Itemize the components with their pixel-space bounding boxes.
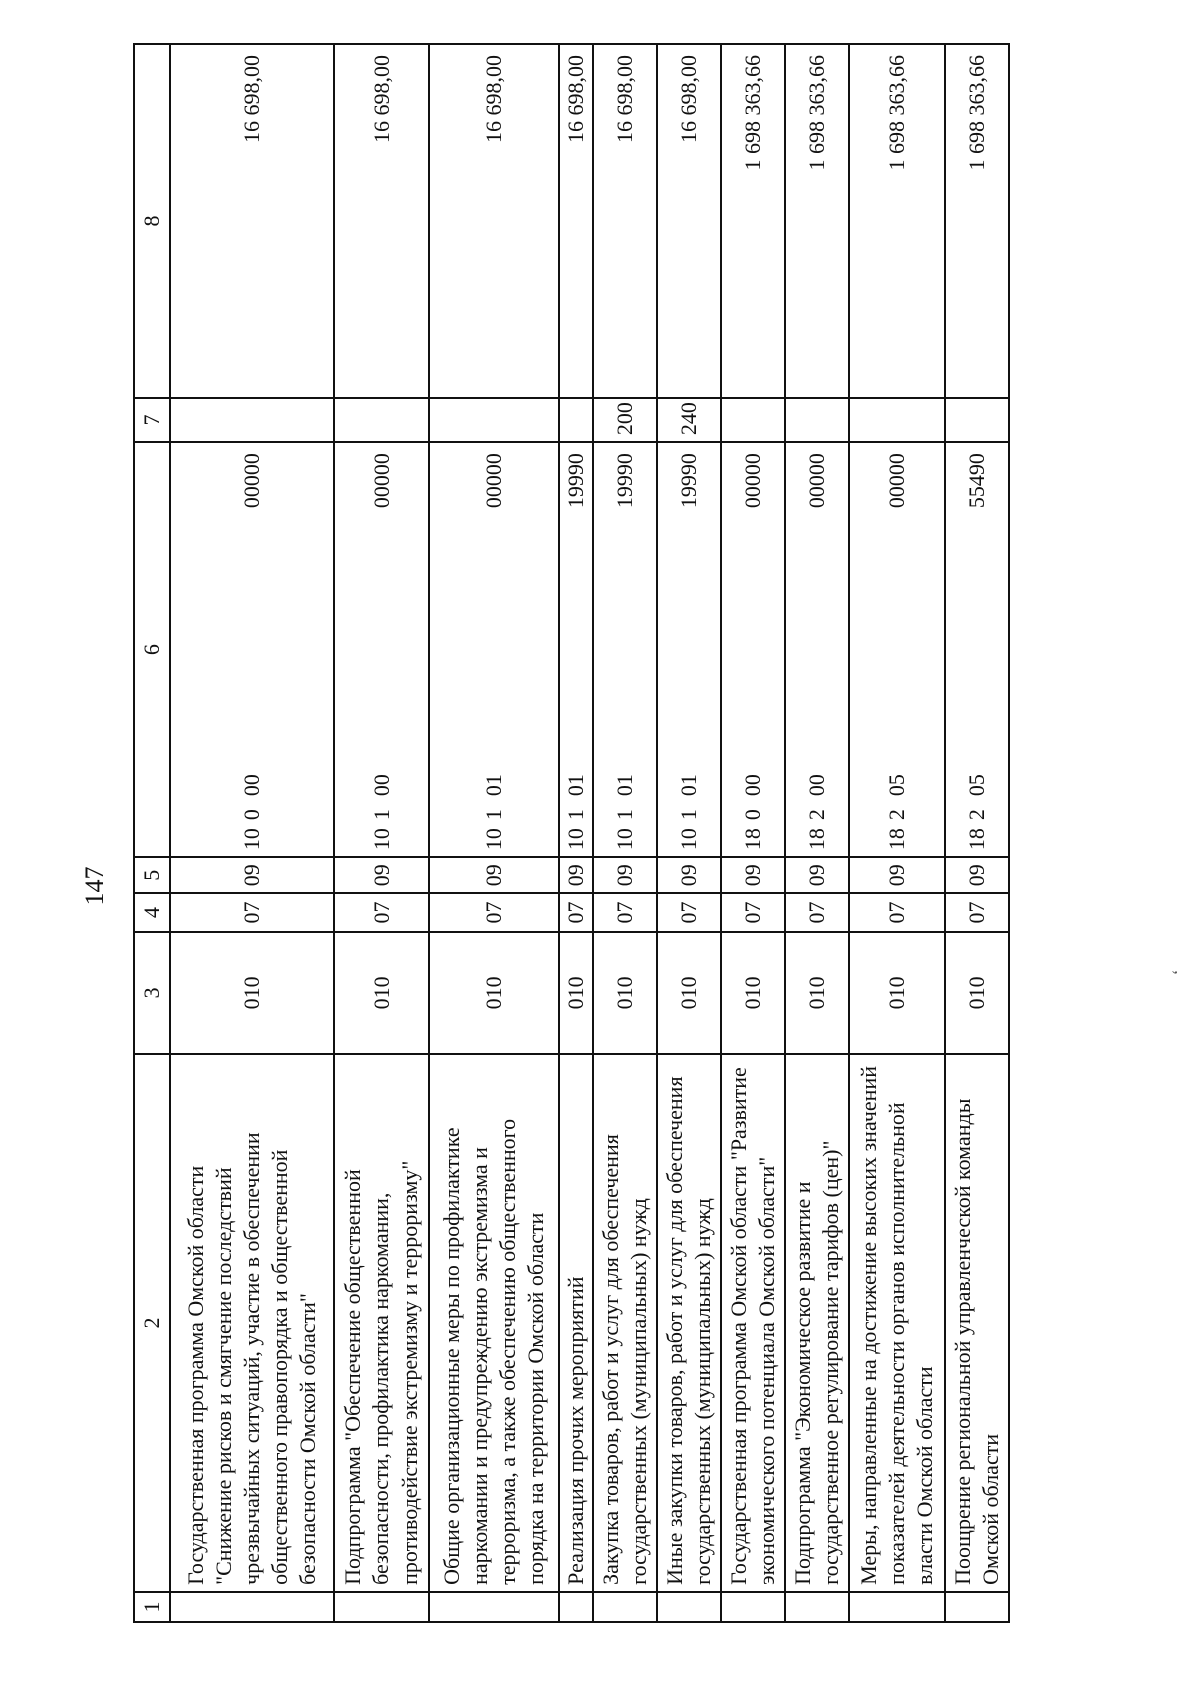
target-measure-code: 05: [884, 774, 910, 797]
header-col-1: 1: [134, 1592, 170, 1622]
target-article-cell: [945, 442, 1009, 857]
expense-type-cell: 200: [593, 398, 657, 442]
item-name-cell: Закупка товаров, работ и услуг для обеспечения государственных (муниципальных) нужд: [593, 1054, 657, 1592]
table-row: [721, 44, 785, 1622]
target-direction-code: 00000: [481, 453, 506, 509]
target-subprogram-code: 0: [239, 809, 264, 821]
item-name-cell: Общие организационные меры по профилактике наркомании и предупреждению экстремизма и терроризма, а также обеспечению общественного порядка на территории Омской области: [429, 1054, 559, 1592]
section-code-cell: 07: [785, 893, 849, 931]
subsection-code-cell: 09: [785, 857, 849, 893]
target-measure-code: 00: [239, 774, 264, 797]
item-name-cell: Государственная программа Омской области "Развитие экономического потенциала Омской области": [721, 1054, 785, 1592]
expense-type-cell: [429, 398, 559, 442]
section-code-cell: 07: [849, 893, 945, 931]
table-row: [170, 44, 334, 1622]
expense-type-cell: [334, 398, 429, 442]
table-row: [945, 44, 1009, 1622]
target-article-cell: [429, 442, 559, 857]
row-number-cell: [657, 1592, 721, 1622]
section-code-cell: 07: [170, 893, 334, 931]
target-subprogram-code: 2: [964, 809, 990, 821]
target-program-code: 10: [563, 828, 589, 851]
expense-type-cell: [721, 398, 785, 442]
target-measure-code: 01: [481, 774, 506, 797]
target-measure-code: 00: [804, 774, 830, 797]
admin-code-cell: 010: [429, 932, 559, 1055]
row-number-cell: [849, 1592, 945, 1622]
row-number-cell: [721, 1592, 785, 1622]
stray-mark: ,: [1170, 970, 1191, 975]
header-col-3: 3: [134, 932, 170, 1055]
table-row: [593, 44, 657, 1622]
subsection-code-cell: 09: [559, 857, 593, 893]
header-row: [134, 44, 170, 1622]
subsection-code-cell: 09: [334, 857, 429, 893]
target-program-code: 10: [676, 828, 702, 851]
row-number-cell: [559, 1592, 593, 1622]
table-row: [559, 44, 593, 1622]
header-col-6: 6: [134, 442, 170, 857]
subsection-code-cell: 09: [170, 857, 334, 893]
row-number-cell: [170, 1592, 334, 1622]
target-direction-code: 19990: [563, 453, 589, 509]
table-row: [334, 44, 429, 1622]
section-code-cell: 07: [657, 893, 721, 931]
target-program-code: 18: [804, 828, 830, 851]
row-number-cell: [429, 1592, 559, 1622]
item-name-cell: Подпрограмма "Обеспечение общественной безопасности, профилактика наркомании, противодействие экстремизму и терроризму": [334, 1054, 429, 1592]
expense-type-cell: 240: [657, 398, 721, 442]
admin-code-cell: 010: [334, 932, 429, 1055]
target-direction-code: 00000: [884, 453, 910, 509]
expense-type-cell: [785, 398, 849, 442]
admin-code-cell: 010: [721, 932, 785, 1055]
target-subprogram-code: 2: [804, 809, 830, 821]
target-subprogram-code: 1: [368, 809, 394, 821]
page-number: 147: [80, 866, 109, 906]
row-number-cell: [945, 1592, 1009, 1622]
table-row: [849, 44, 945, 1622]
target-program-code: 10: [239, 828, 264, 851]
subsection-code-cell: 09: [721, 857, 785, 893]
table-row: [785, 44, 849, 1622]
admin-code-cell: 010: [849, 932, 945, 1055]
section-code-cell: 07: [945, 893, 1009, 931]
row-number-cell: [593, 1592, 657, 1622]
section-code-cell: 07: [429, 893, 559, 931]
item-name-cell: Реализация прочих мероприятий: [559, 1054, 593, 1592]
admin-code-cell: 010: [170, 932, 334, 1055]
target-article-cell: [170, 442, 334, 857]
target-measure-code: 01: [676, 774, 702, 797]
target-measure-code: 05: [964, 774, 990, 797]
target-measure-code: 00: [740, 774, 766, 797]
subsection-code-cell: 09: [945, 857, 1009, 893]
target-program-code: 18: [884, 828, 910, 851]
section-code-cell: 07: [334, 893, 429, 931]
target-subprogram-code: 1: [676, 809, 702, 821]
header-col-2: 2: [134, 1054, 170, 1592]
header-col-7: 7: [134, 398, 170, 442]
target-subprogram-code: 1: [612, 809, 638, 821]
target-program-code: 10: [368, 828, 394, 851]
target-program-code: 10: [481, 828, 506, 851]
row-number-cell: [334, 1592, 429, 1622]
target-subprogram-code: 0: [740, 809, 766, 821]
item-name-cell: Поощрение региональной управленческой команды Омской области: [945, 1054, 1009, 1592]
target-subprogram-code: 1: [481, 809, 506, 821]
admin-code-cell: 010: [785, 932, 849, 1055]
target-article-cell: [657, 442, 721, 857]
section-code-cell: 07: [559, 893, 593, 931]
amount-cell: 16 698,00: [334, 44, 429, 398]
amount-cell: 16 698,00: [559, 44, 593, 398]
table-row: [429, 44, 559, 1622]
row-number-cell: [785, 1592, 849, 1622]
amount-cell: 1 698 363,66: [849, 44, 945, 398]
amount-cell: 1 698 363,66: [721, 44, 785, 398]
subsection-code-cell: 09: [429, 857, 559, 893]
item-name-cell: Государственная программа Омской области "Снижение рисков и смягчение последствий чрезвычайных ситуаций, участие в обеспечении общественного правопорядка и общественной безопасности Омской области": [170, 1054, 334, 1592]
subsection-code-cell: 09: [593, 857, 657, 893]
expense-type-cell: [559, 398, 593, 442]
expense-type-cell: [170, 398, 334, 442]
target-subprogram-code: 1: [563, 809, 589, 821]
admin-code-cell: 010: [593, 932, 657, 1055]
budget-table: [133, 43, 1010, 1623]
item-name-cell: Подпрограмма "Экономическое развитие и государственное регулирование тарифов (цен)": [785, 1054, 849, 1592]
admin-code-cell: 010: [657, 932, 721, 1055]
target-direction-code: 19990: [612, 453, 638, 509]
target-measure-code: 01: [612, 774, 638, 797]
amount-cell: 16 698,00: [170, 44, 334, 398]
section-code-cell: 07: [721, 893, 785, 931]
target-article-cell: [785, 442, 849, 857]
expense-type-cell: [849, 398, 945, 442]
target-direction-code: 55490: [964, 453, 990, 509]
target-article-cell: [849, 442, 945, 857]
target-program-code: 18: [964, 828, 990, 851]
admin-code-cell: 010: [945, 932, 1009, 1055]
target-direction-code: 00000: [239, 453, 264, 509]
target-program-code: 18: [740, 828, 766, 851]
target-measure-code: 00: [368, 774, 394, 797]
amount-cell: 16 698,00: [657, 44, 721, 398]
amount-cell: 1 698 363,66: [785, 44, 849, 398]
item-name-cell: Меры, направленные на достижение высоких значений показателей деятельности органов исполнительной власти Омской области: [849, 1054, 945, 1592]
header-col-8: 8: [134, 44, 170, 398]
subsection-code-cell: 09: [849, 857, 945, 893]
item-name-cell: Иные закупки товаров, работ и услуг для обеспечения государственных (муниципальных) нужд: [657, 1054, 721, 1592]
section-code-cell: 07: [593, 893, 657, 931]
amount-cell: 16 698,00: [429, 44, 559, 398]
header-col-5: 5: [134, 857, 170, 893]
expense-type-cell: [945, 398, 1009, 442]
target-article-cell: [559, 442, 593, 857]
target-direction-code: 19990: [676, 453, 702, 509]
amount-cell: 16 698,00: [593, 44, 657, 398]
target-measure-code: 01: [563, 774, 589, 797]
target-program-code: 10: [612, 828, 638, 851]
target-article-cell: [593, 442, 657, 857]
target-direction-code: 00000: [740, 453, 766, 509]
subsection-code-cell: 09: [657, 857, 721, 893]
header-col-4: 4: [134, 893, 170, 931]
target-subprogram-code: 2: [884, 809, 910, 821]
target-article-cell: [721, 442, 785, 857]
amount-cell: 1 698 363,66: [945, 44, 1009, 398]
target-direction-code: 00000: [368, 453, 394, 509]
admin-code-cell: 010: [559, 932, 593, 1055]
table-row: [657, 44, 721, 1622]
target-article-cell: [334, 442, 429, 857]
target-direction-code: 00000: [804, 453, 830, 509]
